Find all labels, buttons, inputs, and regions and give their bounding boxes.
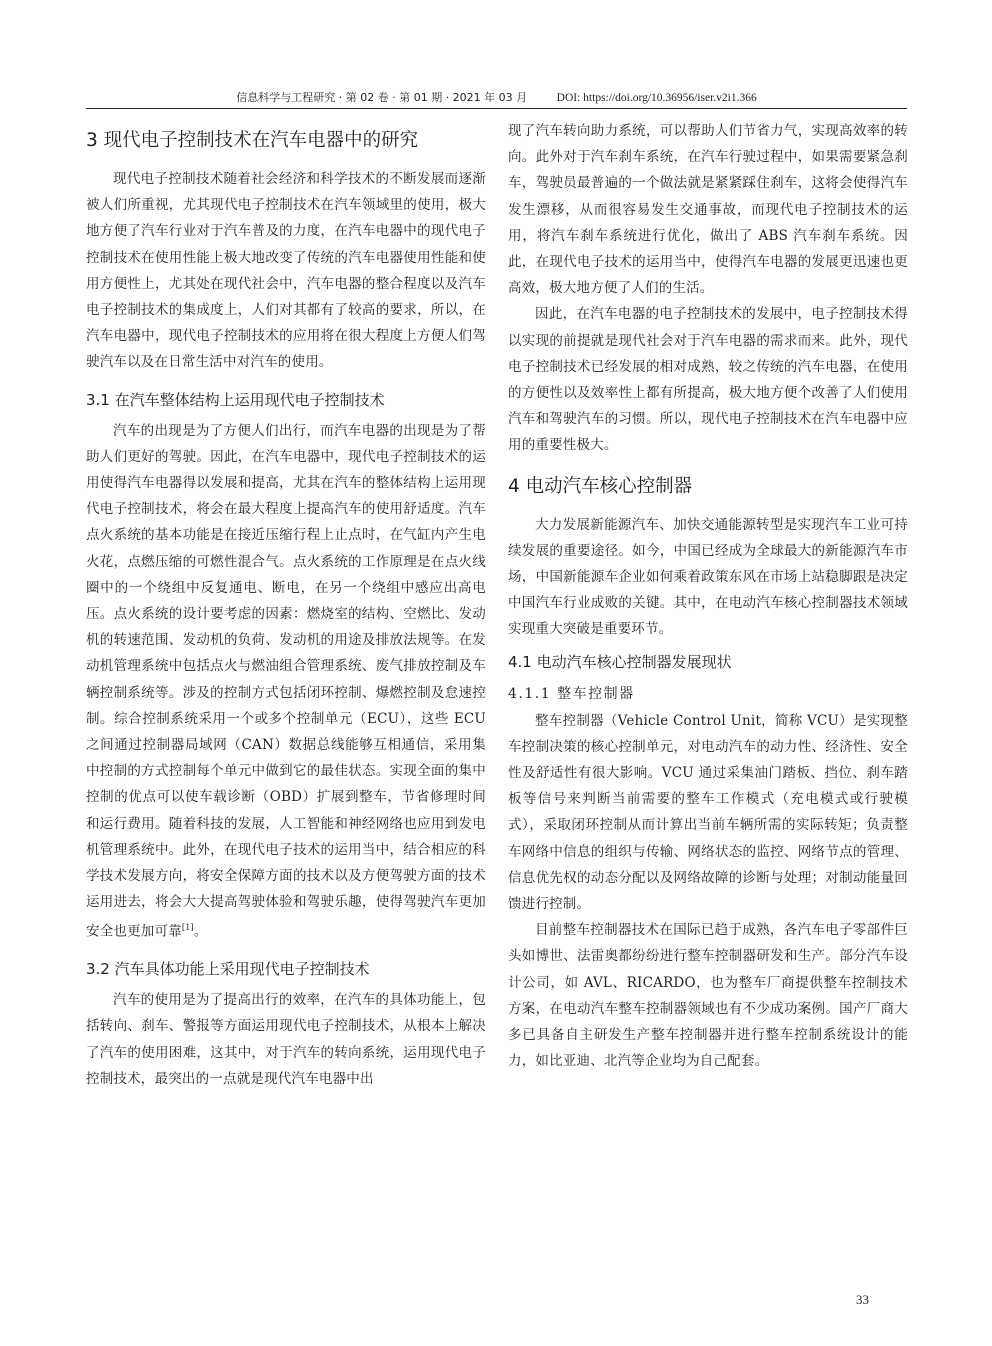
section-3-1-end: 。 — [193, 923, 208, 940]
section-3-1-title: 3.1 在汽车整体结构上运用现代电子控制技术 — [86, 390, 385, 409]
header-rule — [86, 108, 907, 109]
left-column — [86, 118, 486, 1092]
section-4-paragraph: 大力发展新能源汽车、加快交通能源转型是实现汽车工业可持续发展的重要途径。如今，中国已经成为全球最大的新能源汽车市场，中国新能源车企业如何乘着政策东风在市场上站稳脚跟是决定中国汽车行业成败的关键。其中，在电动汽车核心控制器技术领域实现重大突破是重要环节。 — [508, 516, 908, 638]
section-3-2-paragraph-2: 因此，在汽车电器的电子控制技术的发展中，电子控制技术得以实现的前提就是现代社会对于汽车电器的需求而来。此外，现代电子控制技术已经发展的相对成熟，较之传统的汽车电器，在使用的方便性以及效率性上都有所提高，极大地方便个改善了人们使用汽车和驾驶汽车的习惯。所以，现代电子控制技术在汽车电器中应用的重要性极大。 — [508, 306, 908, 454]
citation-1: [1] — [181, 923, 194, 933]
section-3-title: 3 现代电子控制技术在汽车电器中的研究 — [86, 130, 419, 151]
section-3-2-title: 3.2 汽车具体功能上采用现代电子控制技术 — [86, 960, 370, 979]
doi-text: DOI: https://doi.org/10.36956/iser.v2i1.366 — [556, 92, 757, 104]
continued-paragraph: 现了汽车转向助力系统，可以帮助人们节省力气，实现高效率的转向。此外对于汽车刹车系统，在汽车行驶过程中，如果需要紧急刹车，驾驶员最普遍的一个做法就是紧紧踩住刹车，这将会使得汽车发生漂移，从而很容易发生交通事故，而现代电子控制技术的运用，将汽车刹车系统进行优化，做出了 ABS 汽车刹车系统。因此，在现代电子技术的运用当中，使得汽车电器的发展更迅速也更高效，极大地方便了人们的生活。 — [508, 123, 908, 297]
journal-info: 信息科学与工程研究 · 第 02 卷 · 第 01 期 · 2021 年 03 月 — [236, 91, 528, 104]
section-4-1-1-title: 4.1.1 整车控制器 — [508, 685, 635, 702]
section-3-2-paragraph: 汽车的使用是为了提高出行的效率，在汽车的具体功能上，包括转向、刹车、警报等方面运用现代电子控制技术，从根本上解决了汽车的使用困难，这其中，对于汽车的转向系统，运用现代电子控制技术，最突出的一点就是现代汽车电器中出 — [86, 992, 486, 1087]
section-3-paragraph: 现代电子控制技术随着社会经济和科学技术的不断发展而逐渐被人们所重视，尤其现代电子控制技术在汽车领域里的使用，极大地方便了汽车行业对于汽车普及的力度，在汽车电器中的现代电子控制技术在使用性能上极大地改变了传统的汽车电器使用性能和使用方便性上，尤其处在现代社会中，汽车电器的整合程度以及汽车电子控制技术的集成度上，人们对其都有了较高的要求，所以，在汽车电器中，现代电子控制技术的应用将在很大程度上方便人们驾驶汽车以及在日常生活中对汽车的使用。 — [86, 171, 486, 371]
page-number: 33 — [856, 1292, 869, 1307]
section-4-1-title: 4.1 电动汽车核心控制器发展现状 — [508, 652, 732, 671]
section-4-1-1-paragraph-2: 目前整车控制器技术在国际已趋于成熟，各汽车电子零部件巨头如博世、法雷奥都纷纷进行整车控制器研发和生产。部分汽车设计公司，如 AVL、RICARDO，也为整车厂商提供整车控制技术方案，在电动汽车整车控制器领域也有不少成功案例。国产厂商大多已具备自主研发生产整车控制器并进行整车控制系统设计的能力，如比亚迪、北汽等企业均为自己配套。 — [508, 922, 908, 1070]
right-column — [508, 118, 908, 1075]
section-4-title: 4 电动汽车核心控制器 — [508, 475, 693, 497]
section-3-1-paragraph — [86, 418, 486, 946]
running-header — [86, 89, 907, 105]
section-3-1-text: 汽车的出现是为了方便人们出行，而汽车电器的出现是为了帮助人们更好的驾驶。因此，在汽车电器中，现代电子控制技术的运用使得汽车电器得以发展和提高，尤其在汽车的整体结构上运用现代电子控制技术，将会在最大程度上提高汽车的使用舒适度。汽车点火系统的基本功能是在接近压缩行程上止点时，在气缸内产生电火花，点燃压缩的可燃性混合气。点火系统的工作原理是在点火线圈中的一个绕组中反复通电、断电，在另一个绕组中感应出高电压。点火系统的设计要考虑的因素：燃烧室的结构、空燃比、发动机的转速范围、发动机的负荷、发动机的用途及排放法规等。在发动机管理系统中包括点火与燃油组合管理系统、废气排放控制及车辆控制系统等。涉及的控制方式包括闭环控制、爆燃控制及怠速控制。综合控制系统采用一个或多个控制单元（ECU），这些 ECU 之间通过控制器局域网（CAN）数据总线能够互相通信，采用集中控制的方式控制每个单元中做到它的最佳状态。实现全面的集中控制的优点可以使车载诊断（OBD）扩展到整车，节省修理时间和运行费用。随着科技的发展，人工智能和神经网络也应用到发电机管理系统中。此外，在现代电子技术的运用当中，结合相应的科学技术发展方向，将安全保障方面的技术以及方便驾驶方面的技术运用进去，将会大大提高驾驶体验和驾驶乐趣，使得驾驶汽车更加安全也更加可靠 — [86, 422, 486, 940]
section-4-1-1-paragraph-1: 整车控制器（Vehicle Control Unit，简称 VCU）是实现整车控制决策的核心控制单元，对电动汽车的动力性、经济性、安全性及舒适性有很大影响。VCU 通过采集油门踏板、挡位、刹车踏板等信号来判断当前需要的整车工作模式（充电模式或行驶模式），采取闭环控制从而计算出当前车辆所需的实际转矩；负责整车网络中信息的组织与传输、网络状态的监控、网络节点的管理、信息优先权的动态分配以及网络故障的诊断与处理；对制动能量回馈进行控制。 — [508, 712, 908, 913]
